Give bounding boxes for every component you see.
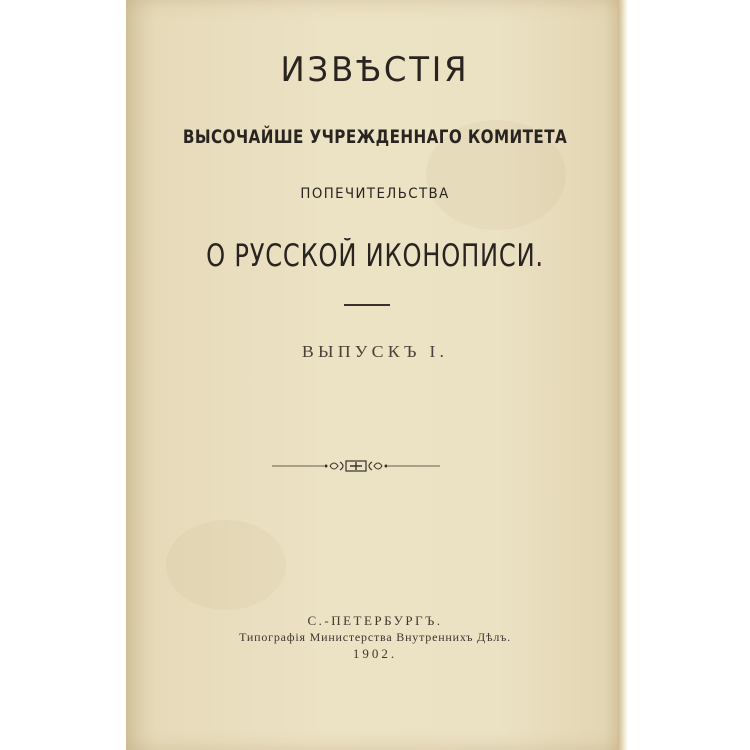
imprint-place: С.-ПЕТЕРБУРГЪ. <box>307 613 443 628</box>
subtitle-committee: ВЫСОЧАЙШЕ УЧРЕЖДЕННАГО КОМИТЕТА <box>182 126 568 148</box>
imprint-year: 1902. <box>352 646 398 661</box>
ornament-divider <box>272 456 440 476</box>
main-title: ИЗВѢСТІЯ <box>280 50 470 90</box>
subtitle-trusteeship: ПОПЕЧИТЕЛЬСТВА <box>300 186 450 202</box>
subtitle-icon-painting: О РУССКОЙ ИКОНОПИСИ. <box>206 238 544 274</box>
imprint-printer: Типографія Министерства Внутреннихъ Дѣлъ. <box>239 630 511 644</box>
issue-label: ВЫПУСКЪ I. <box>301 342 449 361</box>
divider-rule <box>344 304 390 306</box>
paper-stain <box>166 520 286 610</box>
